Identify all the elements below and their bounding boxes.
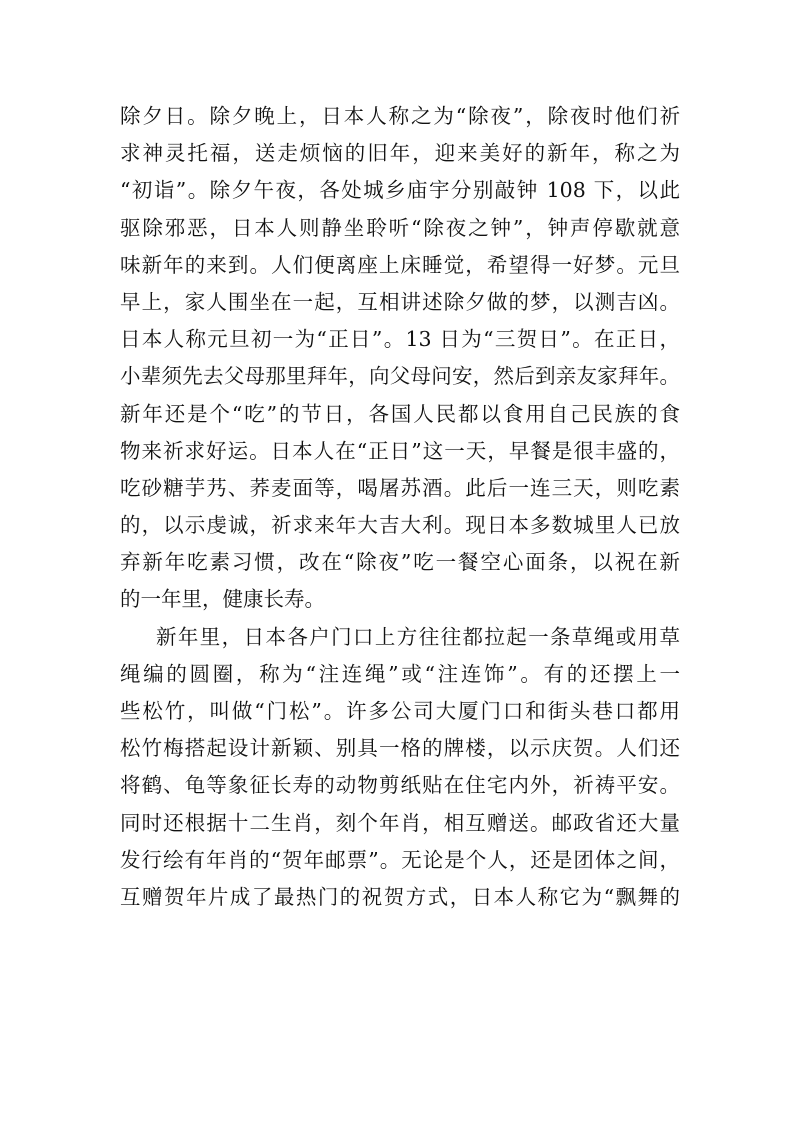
text-line: 弃新年吃素习惯，改在“除夜”吃一餐空心面条，以祝在新	[120, 550, 680, 575]
text-line: 的一年里，健康长寿。	[120, 587, 325, 612]
text-line: 物来祈求好运。日本人在“正日”这一天，早餐是很丰盛的，	[120, 438, 680, 463]
text-line: 新年里，日本各户门口上方往往都拉起一条草绳或用草	[156, 624, 680, 649]
text-line: 日本人称元旦初一为“正日”。13 日为“三贺日”。在正日，	[120, 327, 680, 352]
text-line: 小辈须先去父母那里拜年，向父母问安，然后到亲友家拜年。	[120, 364, 680, 389]
text-line: 互赠贺年片成了最热门的祝贺方式，日本人称它为“飘舞的	[120, 884, 680, 909]
text-line: 绳编的圆圈，称为“注连绳”或“注连饰”。有的还摆上一	[120, 661, 680, 686]
text-line: 些松竹，叫做“门松”。许多公司大厦门口和街头巷口都用	[120, 699, 680, 723]
text-line: 同时还根据十二生肖，刻个年肖，相互赠送。邮政省还大量	[120, 810, 680, 835]
text-line: 味新年的来到。人们便离座上床睡觉，希望得一好梦。元旦	[120, 252, 680, 277]
body-text	[120, 98, 680, 916]
text-line: 除夕日。除夕晚上，日本人称之为“除夜”，除夜时他们祈	[120, 104, 680, 128]
text-line: 松竹梅搭起设计新颖、别具一格的牌楼，以示庆贺。人们还	[120, 736, 680, 761]
text-line: 驱除邪恶，日本人则静坐聆听“除夜之钟”，钟声停歇就意	[120, 215, 680, 240]
text-line: 新年还是个“吃”的节日，各国人民都以食用自己民族的食	[120, 401, 680, 426]
text-line: 发行绘有年肖的“贺年邮票”。无论是个人，还是团体之间，	[120, 847, 680, 872]
text-line: 吃砂糖芋艿、荞麦面等，喝屠苏酒。此后一连三天，则吃素	[120, 475, 680, 500]
text-line: 将鹤、龟等象征长寿的动物剪纸贴在住宅内外，祈祷平安。	[120, 773, 680, 798]
text-line: “初诣”。除夕午夜，各处城乡庙宇分别敲钟 108 下，以此	[120, 178, 680, 203]
text-line: 早上，家人围坐在一起，互相讲述除夕做的梦，以测吉凶。	[120, 289, 680, 314]
text-line: 求神灵托福，送走烦恼的旧年，迎来美好的新年，称之为	[120, 141, 680, 166]
text-line: 的，以示虔诚，祈求来年大吉大利。现日本多数城里人已放	[120, 513, 680, 538]
